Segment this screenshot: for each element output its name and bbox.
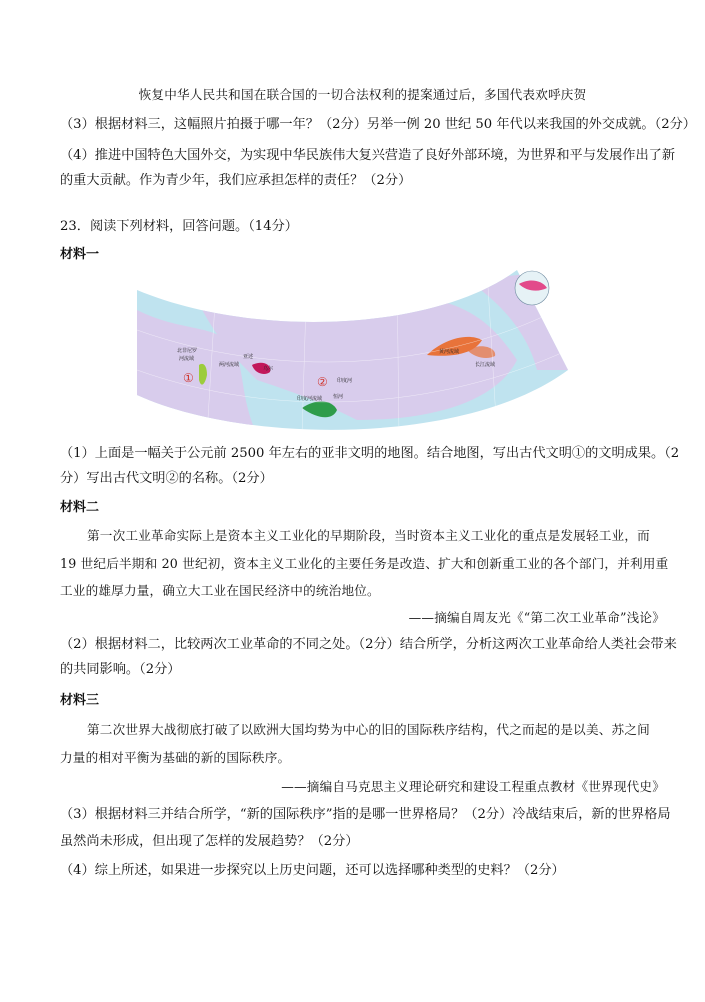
map-label-5: 印度河 <box>337 378 353 384</box>
material-2-text-line3: 工业的雄厚力量，确立大工业在国民经济中的统治地位。 <box>60 583 380 598</box>
photo-caption: 恢复中华人民共和国在联合国的一切合法权利的提案通过后，多国代表欢呼庆贺 <box>138 87 587 102</box>
question-22-4-line2: 的重大贡献。作为青少年，我们应承担怎样的责任？（2分） <box>60 173 412 188</box>
map-label-6: 黄河流域 <box>439 349 460 355</box>
map-label-4: 印度河流域 <box>297 396 323 402</box>
marker-2: ② <box>317 375 328 389</box>
marker-1: ① <box>183 371 194 385</box>
question-23-1-line2: 分）写出古代文明②的名称。（2分） <box>60 471 273 486</box>
map-label-9: 亚述 <box>243 354 254 360</box>
question-23-4: （4）综上所述，如果进一步探究以上历史问题，还可以选择哪种类型的史料？（2分） <box>60 863 565 878</box>
map-label-8: 乌尔 <box>263 366 274 372</box>
question-23-3-line2: 虽然尚未形成，但出现了怎样的发展趋势？（2分） <box>60 834 359 849</box>
material-3-text-line2: 力量的相对平衡为基础的新的国际秩序。 <box>60 750 291 765</box>
material-3-text-line1: 第二次世界大战彻底打破了以欧洲大国均势为中心的旧的国际秩序结构，代之而起的是以美、苏之间 <box>87 722 650 737</box>
question-23-3-line1: （3）根据材料三并结合所学，“新的国际秩序”指的是哪一世界格局？（2分）冷战结束后，新的世界格局 <box>60 807 671 822</box>
map-label-2: 河流域 <box>179 356 195 362</box>
question-22-3: （3）根据材料三，这幅照片拍摄于哪一年？（2分）另举一例 20 世纪 50 年代以来我国的外交成就。（2分） <box>60 117 696 132</box>
ancient-civilizations-map <box>137 270 568 435</box>
map-label-1: 北非尼罗 <box>177 348 198 354</box>
material-2-label: 材料二 <box>60 500 100 515</box>
question-23-1-line1: （1）上面是一幅关于公元前 2500 年左右的亚非文明的地图。结合地图，写出古代文明①的文明成果。（2 <box>60 446 680 461</box>
map-label-10: 恒河 <box>333 394 344 400</box>
question-23-2-line1: （2）根据材料二，比较两次工业革命的不同之处。（2分）结合所学，分析这两次工业革命给人类社会带来 <box>60 637 677 652</box>
question-23-2-line2: 的共同影响。（2分） <box>60 662 181 677</box>
question-23-title: 23．阅读下列材料，回答问题。（14分） <box>60 219 298 234</box>
map-label-7: 长江流域 <box>475 362 496 368</box>
material-2-source: ——摘编自周友光《“第二次工业革命”浅论》 <box>408 610 665 625</box>
material-3-label: 材料三 <box>60 693 100 708</box>
material-1-label: 材料一 <box>60 247 100 262</box>
material-3-source: ——摘编自马克思主义理论研究和建设工程重点教材《世界现代史》 <box>281 779 665 794</box>
map-label-3: 两河流域 <box>219 362 240 368</box>
material-2-text-line2: 19 世纪后半期和 20 世纪初，资本主义工业化的主要任务是改造、扩大和创新重工业的各个部门，并利用重 <box>60 556 669 571</box>
material-2-text-line1: 第一次工业革命实际上是资本主义工业化的早期阶段，当时资本主义工业化的重点是发展轻工业，而 <box>87 528 650 543</box>
question-22-4-line1: （4）推进中国特色大国外交，为实现中华民族伟大复兴营造了良好外部环境，为世界和平与发展作出了新 <box>60 148 676 163</box>
